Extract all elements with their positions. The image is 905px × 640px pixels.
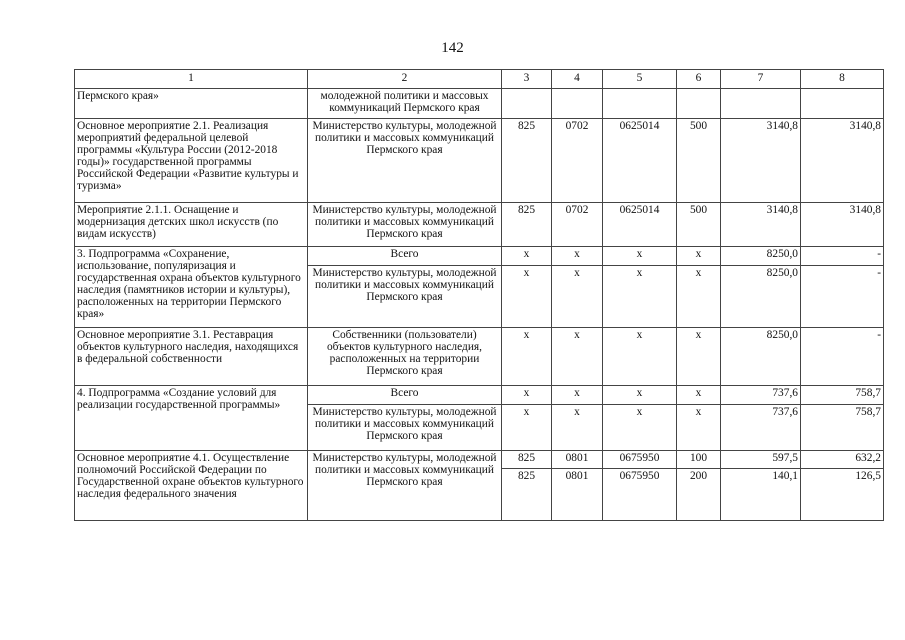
cell-col8: 632,2	[801, 451, 884, 469]
cell-col3: х	[502, 266, 552, 328]
row-responsible: Министерство культуры, молодежной политики и массовых коммуникаций Пермского края	[308, 405, 502, 451]
cell-col4: х	[552, 266, 603, 328]
cell-col4: 0702	[552, 119, 603, 203]
table-row	[75, 89, 884, 119]
table-row	[75, 247, 884, 266]
cell-col8: 758,7	[801, 386, 884, 405]
cell-col7: 8250,0	[721, 266, 801, 328]
row-name: Основное мероприятие 4.1. Осуществление полномочий Российской Федерации по Государственной охране объектов культурного наследия федерального значения	[75, 451, 308, 521]
cell-col7: 8250,0	[721, 247, 801, 266]
row-responsible: Собственники (пользователи) объектов культурного наследия, расположенных на территории Пермского края	[308, 328, 502, 386]
cell-col5	[603, 89, 677, 119]
cell-col3	[502, 89, 552, 119]
row-name: 3. Подпрограмма «Сохранение, использование, популяризация и государственная охрана объектов культурного наследия (памятников истории и культуры), расположенных на территории Пермского края»	[75, 247, 308, 328]
cell-col3: 825	[502, 451, 552, 469]
cell-col6: х	[677, 386, 721, 405]
cell-col4: х	[552, 328, 603, 386]
row-responsible: Министерство культуры, молодежной политики и массовых коммуникаций Пермского края	[308, 203, 502, 247]
cell-col4: х	[552, 247, 603, 266]
cell-col7: 737,6	[721, 386, 801, 405]
table-row	[75, 119, 884, 203]
cell-col4: х	[552, 405, 603, 451]
header-cell: 5	[603, 70, 677, 89]
table-row	[75, 451, 884, 469]
cell-col5: 0625014	[603, 119, 677, 203]
cell-col5: 0625014	[603, 203, 677, 247]
cell-col3: х	[502, 386, 552, 405]
row-name: Пермского края»	[75, 89, 308, 119]
header-cell: 8	[801, 70, 884, 89]
cell-col7: 8250,0	[721, 328, 801, 386]
cell-col7: 737,6	[721, 405, 801, 451]
cell-col5: х	[603, 247, 677, 266]
row-name: Основное мероприятие 2.1. Реализация мероприятий федеральной целевой программы «Культура России (2012-2018 годы)» государственной программы Российской Федерации «Развитие культуры и туризма»	[75, 119, 308, 203]
cell-col6: 500	[677, 119, 721, 203]
row-name: Основное мероприятие 3.1. Реставрация объектов культурного наследия, находящихся в федеральной собственности	[75, 328, 308, 386]
header-cell: 6	[677, 70, 721, 89]
row-responsible: Министерство культуры, молодежной политики и массовых коммуникаций Пермского края	[308, 119, 502, 203]
table-row	[75, 328, 884, 386]
cell-col7: 3140,8	[721, 119, 801, 203]
row-responsible: Всего	[308, 386, 502, 405]
cell-col5: х	[603, 266, 677, 328]
row-responsible: Министерство культуры, молодежной политики и массовых коммуникаций Пермского края	[308, 451, 502, 521]
cell-col6: 500	[677, 203, 721, 247]
table-row	[75, 203, 884, 247]
cell-col8: 3140,8	[801, 203, 884, 247]
cell-col5: х	[603, 386, 677, 405]
cell-col3: 825	[502, 203, 552, 247]
cell-col4: 0702	[552, 203, 603, 247]
cell-col7: 597,5	[721, 451, 801, 469]
cell-col6: х	[677, 328, 721, 386]
cell-col6	[677, 89, 721, 119]
header-cell: 4	[552, 70, 603, 89]
cell-col8	[801, 89, 884, 119]
cell-col3: х	[502, 328, 552, 386]
page-number: 142	[441, 40, 464, 56]
row-responsible: молодежной политики и массовых коммуникаций Пермского края	[308, 89, 502, 119]
cell-col8: 126,5	[801, 469, 884, 521]
cell-col4	[552, 89, 603, 119]
row-responsible: Министерство культуры, молодежной политики и массовых коммуникаций Пермского края	[308, 266, 502, 328]
cell-col8: -	[801, 247, 884, 266]
cell-col3: 825	[502, 119, 552, 203]
cell-col8: 758,7	[801, 405, 884, 451]
cell-col4: 0801	[552, 469, 603, 521]
cell-col8: -	[801, 328, 884, 386]
header-cell: 7	[721, 70, 801, 89]
cell-col5: х	[603, 405, 677, 451]
cell-col6: 100	[677, 451, 721, 469]
header-cell: 1	[75, 70, 308, 89]
cell-col7: 140,1	[721, 469, 801, 521]
cell-col3: 825	[502, 469, 552, 521]
cell-col6: 200	[677, 469, 721, 521]
budget-table	[74, 69, 884, 521]
cell-col4: х	[552, 386, 603, 405]
cell-col7	[721, 89, 801, 119]
cell-col4: 0801	[552, 451, 603, 469]
cell-col7: 3140,8	[721, 203, 801, 247]
cell-col5: 0675950	[603, 469, 677, 521]
cell-col3: х	[502, 405, 552, 451]
cell-col3: х	[502, 247, 552, 266]
cell-col6: х	[677, 405, 721, 451]
cell-col8: 3140,8	[801, 119, 884, 203]
header-cell: 3	[502, 70, 552, 89]
cell-col8: -	[801, 266, 884, 328]
row-responsible: Всего	[308, 247, 502, 266]
cell-col5: х	[603, 328, 677, 386]
cell-col5: 0675950	[603, 451, 677, 469]
header-cell: 2	[308, 70, 502, 89]
cell-col6: х	[677, 266, 721, 328]
cell-col6: х	[677, 247, 721, 266]
row-name: Мероприятие 2.1.1. Оснащение и модернизация детских школ искусств (по видам искусств)	[75, 203, 308, 247]
table-row	[75, 386, 884, 405]
row-name: 4. Подпрограмма «Создание условий для реализации государственной программы»	[75, 386, 308, 451]
table-header-row	[75, 70, 884, 89]
